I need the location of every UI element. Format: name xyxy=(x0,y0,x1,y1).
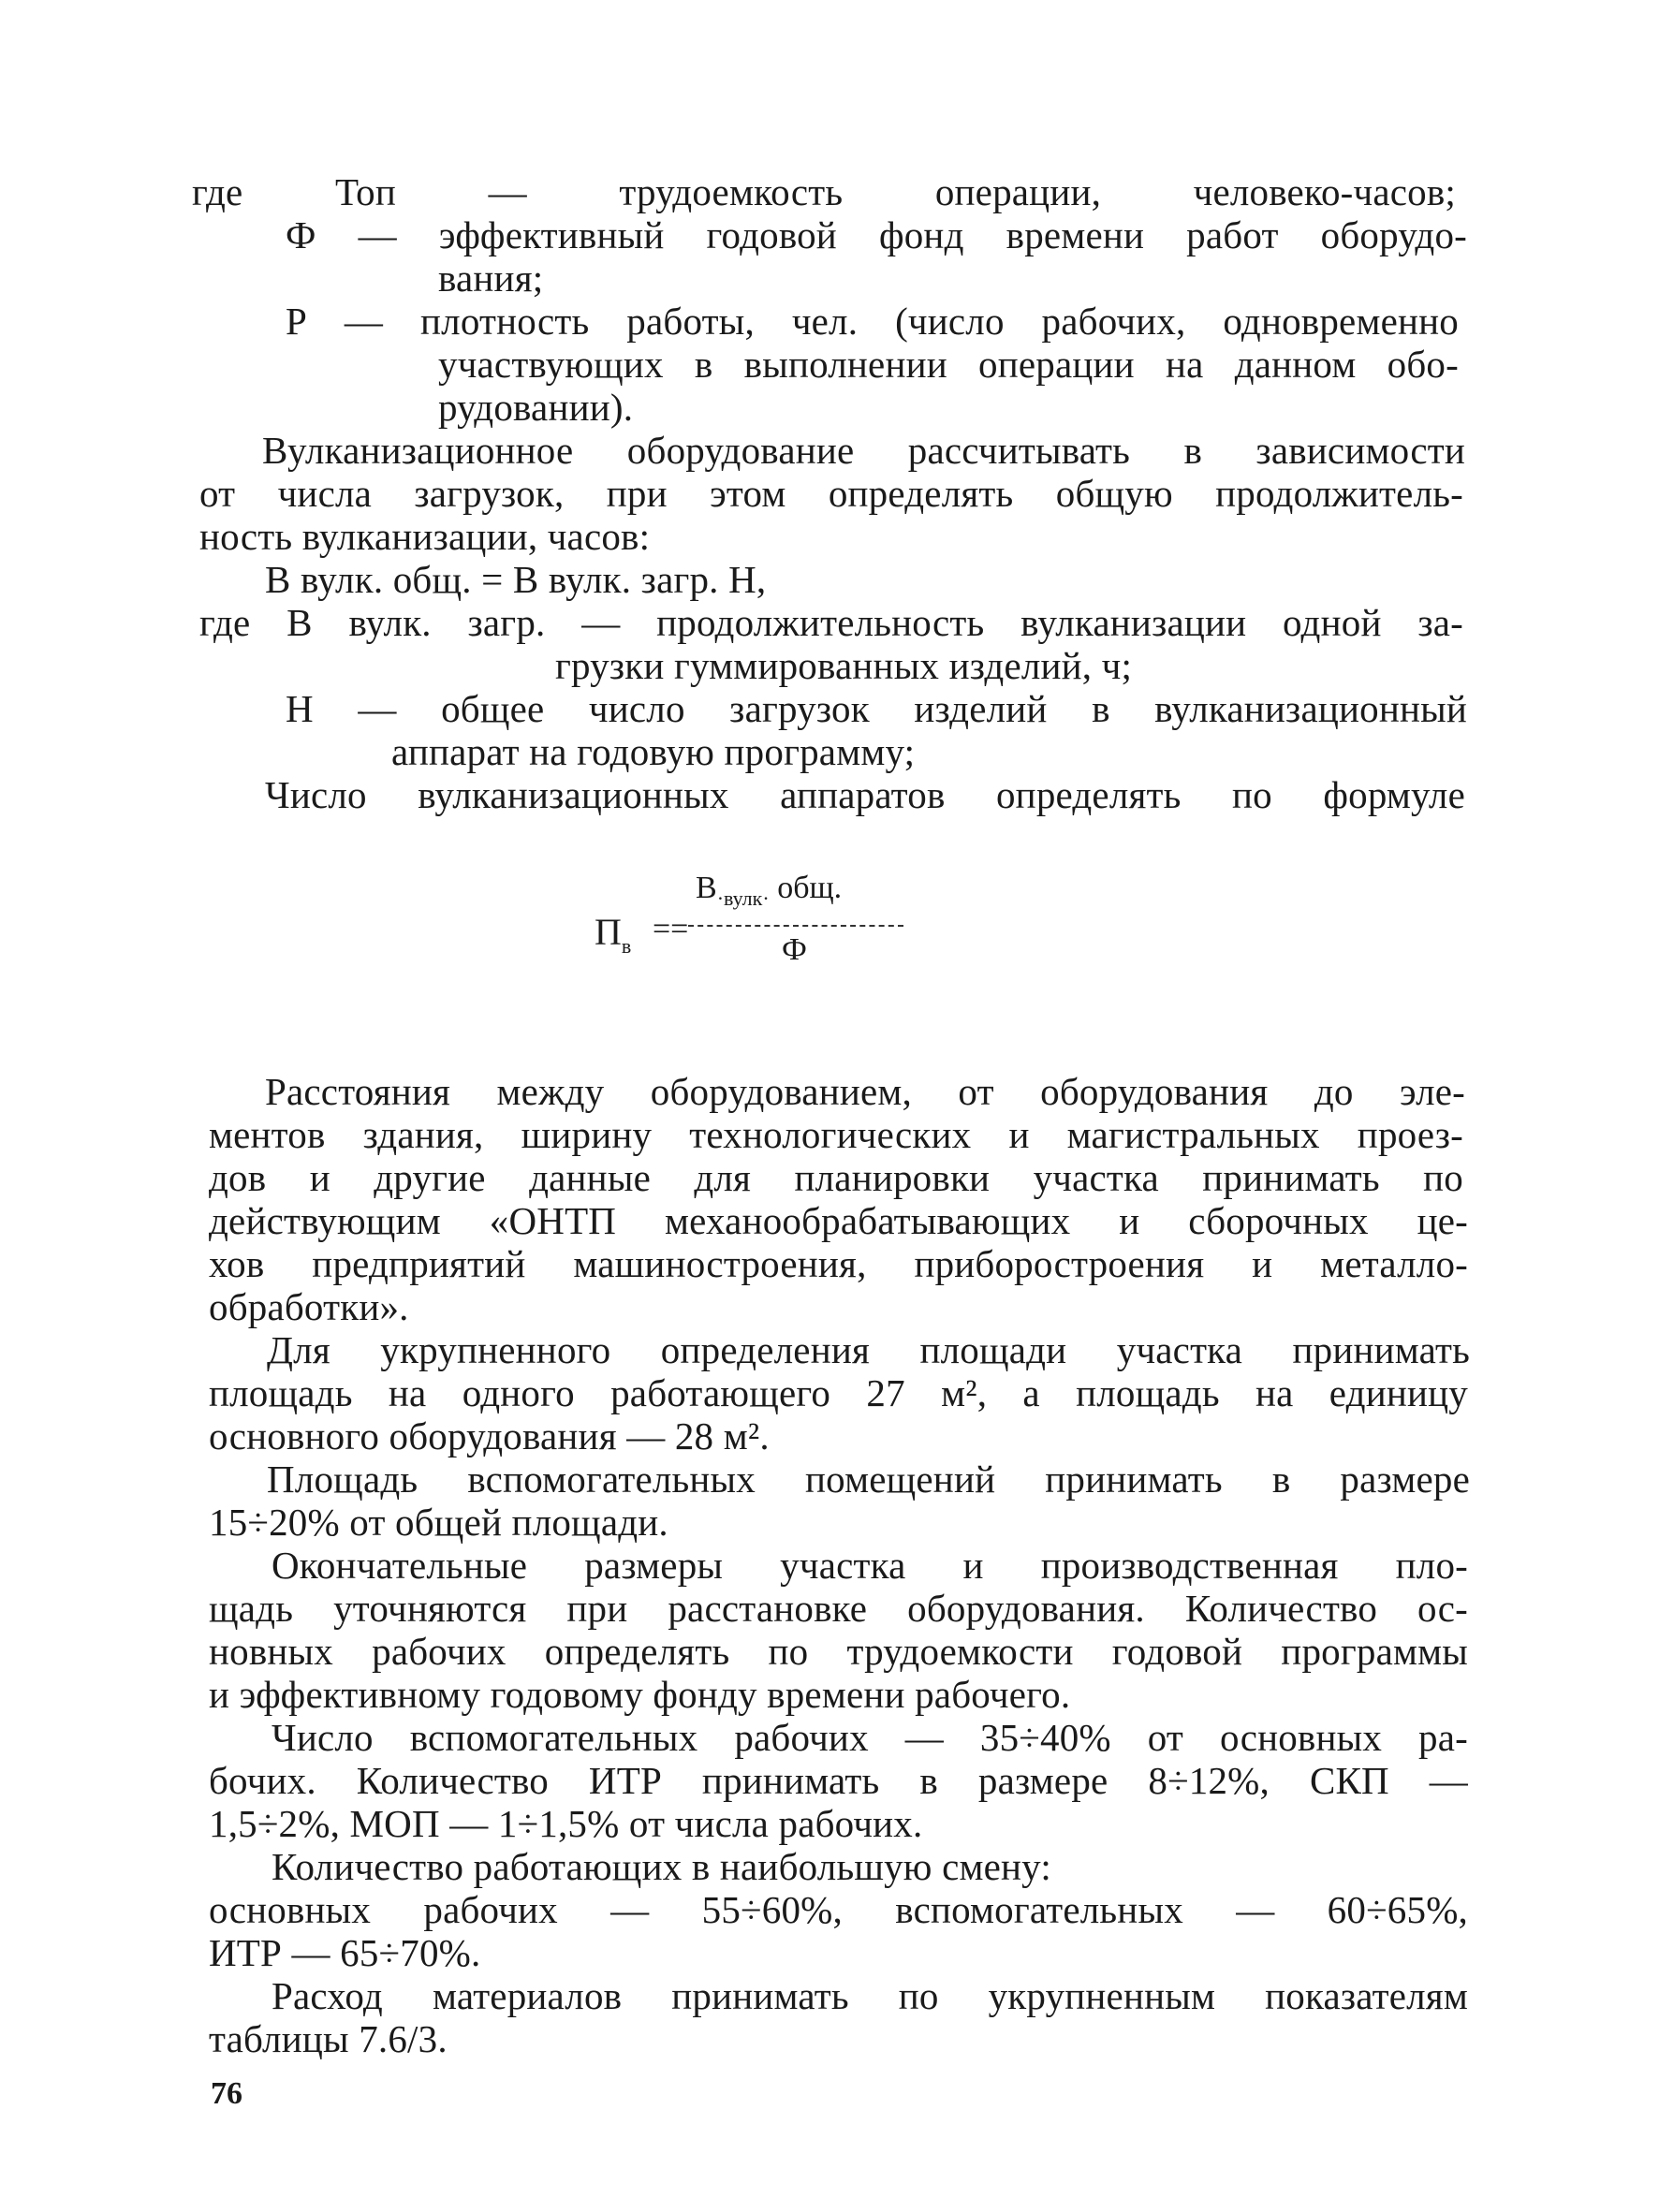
text-line: основных рабочих — 55÷60%, вспомогательных — 60÷65%, xyxy=(209,1888,1468,1931)
text-line: Количество работающих в наибольшую смену: xyxy=(272,1845,1051,1888)
text-line: основного оборудования — 28 м². xyxy=(209,1414,770,1458)
page-number: 76 xyxy=(211,2076,242,2111)
text-line: Окончательные размеры участка и производственная пло- xyxy=(272,1544,1468,1587)
formula-equals: == xyxy=(653,912,689,946)
text-line: Расход материалов принимать по укрупненным показателям xyxy=(272,1974,1468,2017)
text-line: щадь уточняются при расстановке оборудования. Количество ос- xyxy=(209,1587,1468,1630)
text-line: где Топ — трудоемкость операции, человеко-часов; xyxy=(192,170,1456,213)
text-line: Площадь вспомогательных помещений принимать в размере xyxy=(267,1458,1470,1501)
text-line: новных рабочих определять по трудоемкости годовой программы xyxy=(209,1630,1468,1673)
text-line: В вулк. общ. = В вулк. загр. Н, xyxy=(265,558,767,601)
text-line: Число вулканизационных аппаратов определять по формуле xyxy=(265,773,1465,816)
text-line: от числа загрузок, при этом определять общую продолжитель- xyxy=(199,472,1463,515)
text-line: участвующих в выполнении операции на данном обо- xyxy=(438,343,1459,386)
text-line: Вулканизационное оборудование рассчитывать в зависимости xyxy=(262,429,1465,472)
text-line: 15÷20% от общей площади. xyxy=(209,1501,668,1544)
text-line: Для укрупненного определения площади участка принимать xyxy=(267,1328,1470,1371)
text-line: Ф — эффективный годовой фонд времени работ оборудо- xyxy=(286,213,1467,256)
text-line: грузки гуммированных изделий, ч; xyxy=(555,644,1133,687)
text-line: где В вулк. загр. — продолжительность вулканизации одной за- xyxy=(199,601,1463,644)
formula-numerator: $В_{\cdot вулк\cdot}$ общ. xyxy=(696,871,843,910)
text-line: действующим «ОНТП механообрабатывающих и сборочных це- xyxy=(209,1199,1468,1242)
text-line: Расстояния между оборудованием, от оборудования до эле- xyxy=(265,1070,1465,1113)
text-line: 1,5÷2%, МОП — 1÷1,5% от числа рабочих. xyxy=(209,1802,923,1845)
text-line: бочих. Количество ИТР принимать в размере 8÷12%, СКП — xyxy=(209,1759,1468,1802)
text-line: дов и другие данные для планировки участка принимать по xyxy=(209,1156,1463,1199)
fraction-bar xyxy=(688,925,903,927)
text-line: обработки». xyxy=(209,1285,409,1328)
text-line: рудовании). xyxy=(438,386,634,429)
text-line: таблицы 7.6/3. xyxy=(209,2017,448,2060)
text-line: аппарат на годовую программу; xyxy=(391,730,916,773)
text-line: ментов здания, ширину технологических и магистральных проез- xyxy=(209,1113,1463,1156)
text-line: хов предприятий машиностроения, приборостроения и металло- xyxy=(209,1242,1468,1285)
formula-lhs: $П_в$ xyxy=(595,911,632,958)
text-line: и эффективному годовому фонду времени рабочего. xyxy=(209,1673,1071,1716)
text-line: Число вспомогательных рабочих — 35÷40% от основных ра- xyxy=(272,1716,1468,1759)
text-line: ИТР — 65÷70%. xyxy=(209,1931,481,1974)
text-line: Р — плотность работы, чел. (число рабочих, одновременно xyxy=(286,300,1459,343)
text-line: ность вулканизации, часов: xyxy=(199,515,651,558)
formula-block xyxy=(595,871,913,974)
text-line: вания; xyxy=(438,256,544,300)
formula-denominator: Ф xyxy=(782,932,807,967)
text-line: площадь на одного работающего 27 м², а площадь на единицу xyxy=(209,1371,1468,1414)
text-line: Н — общее число загрузок изделий в вулканизационный xyxy=(286,687,1467,730)
